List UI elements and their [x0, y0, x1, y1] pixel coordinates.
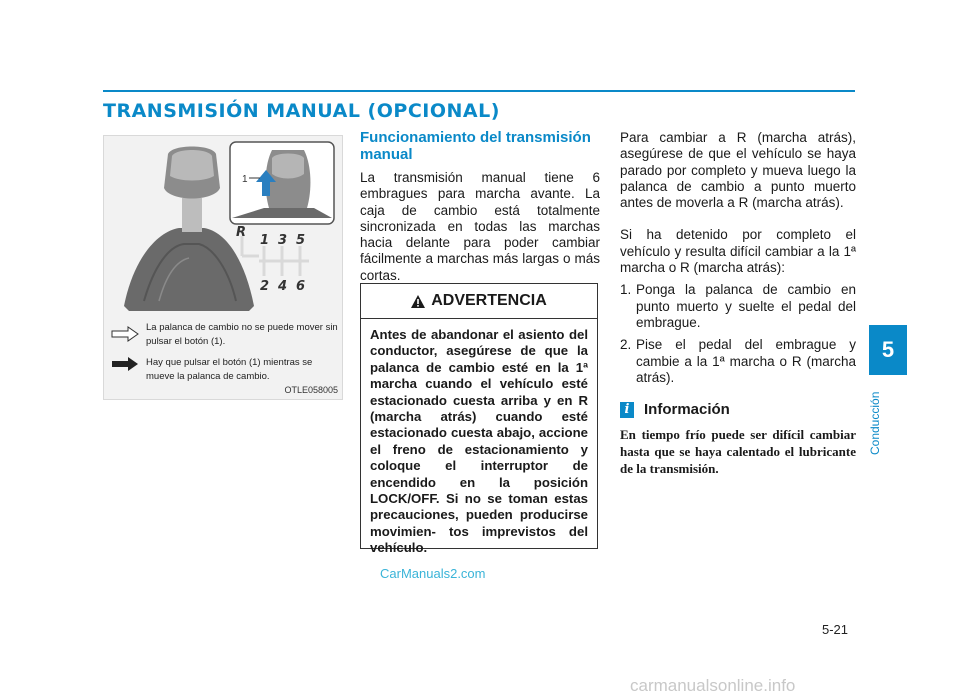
warning-text: Antes de abandonar el asiento del conductor, asegúrese de que la palanca de cambio esté en la 1ª marcha cuando el vehículo esté estacionado cuesta arriba y en R (marcha atrás) cuando esté estacionado cuesta abajo, accione el freno de estacionamiento y coloque el interruptor de encendido en la posición LOCK/OFF. Si no se toman estas precauciones, pueden producirse movimien- tos imprevistos del vehículo. [370, 327, 588, 556]
subheading: Funcionamiento del transmisión manual [360, 129, 591, 163]
solid-arrow-icon [112, 357, 138, 371]
shift-label-2: 2 [260, 279, 270, 294]
shift-label-4: 4 [278, 279, 288, 294]
info-text: En tiempo frío puede ser difícil cambiar hasta que se haya calentado el lubricante de la transmisión. [620, 427, 856, 477]
warning-title: ADVERTENCIA [431, 292, 547, 309]
difficulty-paragraph: Si ha detenido por completo el vehículo y resulta difícil cambiar a la 1ª marcha o R (marcha atrás): [620, 227, 856, 276]
watermark-link[interactable]: CarManuals2.com [380, 566, 486, 581]
chapter-tab[interactable]: 5 [869, 325, 907, 375]
info-title: Información [644, 401, 730, 419]
top-rule [103, 90, 855, 92]
outline-arrow-icon [112, 327, 138, 341]
step-text: Ponga la palanca de cambio en punto muerto y suelte el pedal del embrague. [636, 282, 856, 330]
list-item [620, 337, 856, 386]
warning-triangle-icon [411, 295, 425, 308]
figure-code: OTLE058005 [284, 385, 338, 395]
legend-text-2: Hay que pulsar el botón (1) mientras se mueve la palanca de cambio. [146, 357, 313, 382]
shift-label-1: 1 [260, 233, 270, 248]
chapter-name: Conducción [868, 392, 882, 456]
shift-label-6: 6 [296, 279, 306, 294]
gear-shift-figure [103, 135, 343, 400]
shift-label-3: 3 [278, 233, 288, 248]
shift-label-r: R [236, 225, 247, 240]
step-number: 2. [620, 337, 632, 353]
right-column [620, 130, 856, 477]
legend-text-1: La palanca de cambio no se puede mover sin pulsar el botón (1). [146, 322, 338, 347]
shift-label-5: 5 [296, 233, 306, 248]
list-item [620, 282, 856, 331]
footer-watermark: carmanualsonline.info [630, 676, 796, 695]
info-icon: i [620, 402, 634, 418]
warning-header [361, 284, 597, 319]
section-title: TRANSMISIÓN MANUAL (OPCIONAL) [103, 100, 500, 122]
reverse-paragraph: Para cambiar a R (marcha atrás), asegúrese de que el vehículo se haya parado por completo y mueva luego la palanca de cambio a punto muerto antes de moverla a R (marcha atrás). [620, 130, 856, 211]
step-text: Pise el pedal del embrague y cambie a la 1ª marcha o R (marcha atrás). [636, 337, 856, 385]
steps-list [620, 282, 856, 386]
callout-number: 1 [242, 174, 248, 185]
page-number: 5-21 [822, 622, 849, 637]
warning-box [360, 283, 598, 556]
intro-paragraph: La transmisión manual tiene 6 embragues para marcha avante. La caja de cambio está totalmente sincronizada en todas las marchas hacia delante para poder cambiar fácilmente a marchas más largas o más cortas. [360, 170, 600, 283]
info-header [620, 402, 856, 418]
step-number: 1. [620, 282, 632, 298]
